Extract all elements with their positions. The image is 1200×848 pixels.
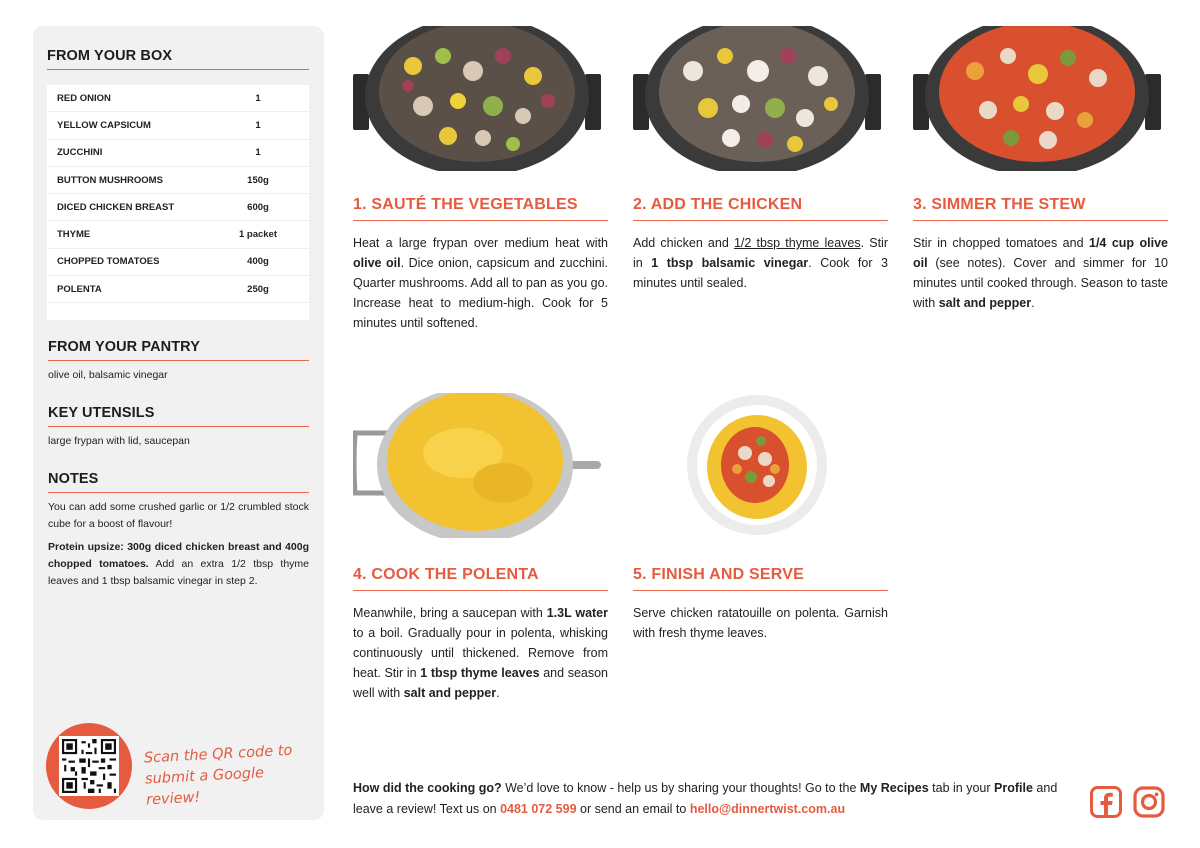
- step-3: [913, 26, 1168, 313]
- qr-caption-line2: submit a Google review!: [144, 765, 265, 809]
- frypan-vegetables-photo: [353, 26, 608, 171]
- ingredient-name: YELLOW CAPSICUM: [57, 119, 151, 131]
- my-recipes-link[interactable]: My Recipes: [859, 781, 929, 795]
- ingredient-name: POLENTA: [57, 283, 102, 295]
- utensils-text: large frypan with lid, saucepan: [48, 435, 190, 447]
- step-1-title: 1. SAUTÉ THE VEGETABLES: [353, 196, 608, 221]
- ingredient-row: [47, 194, 309, 221]
- step-4-title: 4. COOK THE POLENTA: [353, 566, 608, 591]
- frypan-stew-photo: [913, 26, 1168, 171]
- instagram-icon[interactable]: [1133, 786, 1165, 818]
- profile-link[interactable]: Profile: [994, 781, 1033, 795]
- facebook-icon[interactable]: [1090, 786, 1122, 818]
- ingredient-name: CHOPPED TOMATOES: [57, 256, 160, 268]
- step-5-title: 5. FINISH AND SERVE: [633, 566, 888, 591]
- step-2: [633, 26, 888, 293]
- ingredient-name: THYME: [57, 229, 91, 241]
- qr-caption: [143, 740, 316, 812]
- pantry-section: [48, 339, 309, 384]
- note-protein-bold: Protein upsize: 300g diced chicken breast and 400g chopped tomatoes.: [48, 541, 309, 570]
- saucepan-polenta-photo: [353, 393, 608, 538]
- ingredient-qty: 1 packet: [238, 229, 278, 241]
- pantry-text: olive oil, balsamic vinegar: [48, 369, 168, 381]
- step-4-text: Meanwhile, bring a saucepan with 1.3L water to a boil. Gradually pour in polenta, whisking continuously until thickened. Remove from heat. Stir in 1 tbsp thyme leaves and season well with salt and pepper.: [353, 606, 608, 700]
- plated-dish-photo: [633, 393, 888, 538]
- phone-link[interactable]: 0481 072 599: [500, 802, 577, 816]
- ingredient-qty: 1: [255, 92, 261, 104]
- ingredient-qty: 400g: [247, 256, 269, 268]
- ingredient-qty: 1: [255, 147, 261, 159]
- step-1: [353, 26, 608, 333]
- notes-heading: NOTES: [48, 471, 309, 493]
- qr-code-icon: [59, 736, 119, 796]
- ingredient-qty: 1: [255, 119, 261, 131]
- from-your-box-heading: FROM YOUR BOX: [47, 48, 309, 70]
- footer-question: How did the cooking go?: [353, 781, 502, 795]
- ingredient-row: [47, 276, 309, 303]
- pantry-heading: FROM YOUR PANTRY: [48, 339, 309, 361]
- ingredient-row: [47, 112, 309, 139]
- ingredient-row: [47, 249, 309, 276]
- ingredient-name: DICED CHICKEN BREAST: [57, 201, 175, 213]
- ingredient-row: [47, 167, 309, 194]
- step-1-text: Heat a large frypan over medium heat with olive oil. Dice onion, capsicum and zucchini. Quarter mushrooms. Add all to pan as you go. Increase heat to medium-high. Cook for 5 minutes until softened.: [353, 236, 609, 330]
- note-protein-upsize: [48, 539, 309, 590]
- step-5-text: Serve chicken ratatouille on polenta. Garnish with fresh thyme leaves.: [633, 606, 888, 640]
- step-2-text: Add chicken and 1/2 tbsp thyme leaves. Stir in 1 tbsp balsamic vinegar. Cook for 3 minutes until sealed.: [633, 236, 888, 290]
- ingredient-qty: 250g: [247, 283, 269, 295]
- notes-section: [48, 471, 309, 590]
- step-2-title: 2. ADD THE CHICKEN: [633, 196, 888, 221]
- step-3-title: 3. SIMMER THE STEW: [913, 196, 1168, 221]
- ingredient-name: BUTTON MUSHROOMS: [57, 174, 163, 186]
- step-5: [633, 393, 888, 643]
- step-4: [353, 393, 608, 703]
- note-protein-rest: Add an extra 1/2 tbsp thyme leaves and 1 tbsp balsamic vinegar in step 2.: [48, 558, 309, 587]
- step-3-text: Stir in chopped tomatoes and 1/4 cup olive oil (see notes). Cover and simmer for 10 minutes until cooked through. Season to taste with salt and pepper.: [913, 236, 1168, 310]
- ingredient-name: RED ONION: [57, 92, 111, 104]
- email-link[interactable]: hello@dinnertwist.com.au: [689, 802, 846, 816]
- ingredient-row: [47, 221, 309, 248]
- ingredient-row: [47, 85, 309, 112]
- sidebar: [33, 26, 324, 820]
- ingredient-qty: 150g: [247, 174, 269, 186]
- utensils-section: [48, 405, 309, 450]
- frypan-chicken-photo: [633, 26, 888, 171]
- note-garlic: You can add some crushed garlic or 1/2 crumbled stock cube for a boost of flavour!: [48, 501, 309, 530]
- ingredient-row: [47, 140, 309, 167]
- from-your-box-section: [47, 48, 309, 70]
- qr-caption-line1: Scan the QR code to: [143, 742, 293, 767]
- ingredient-qty: 600g: [247, 201, 269, 213]
- utensils-heading: KEY UTENSILS: [48, 405, 309, 427]
- review-footer: How did the cooking go? We’d love to know - help us by sharing your thoughts! Go to the My Recipes tab in your Profile and leave a review! Text us on 0481 072 599 or send an email to hello@dinnertwist.com.au: [353, 781, 1058, 816]
- ingredients-table: [47, 85, 309, 320]
- ingredient-name: ZUCCHINI: [57, 147, 103, 159]
- qr-code-badge[interactable]: [46, 723, 132, 809]
